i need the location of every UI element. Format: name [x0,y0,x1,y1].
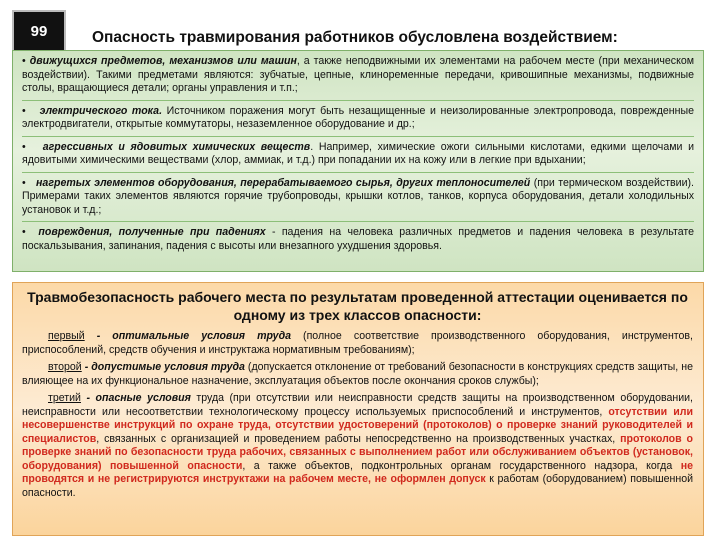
class-second [22,361,693,388]
classes-heading: Травмобезопасность рабочего места по результатам проведенной аттестации оценивается по одному из трех классов опасности: [27,289,688,323]
bullet: • [22,140,26,153]
class-emphasis: не проводятся и не регистрируются инструктажи на рабочем месте, не оформлен допуск [22,459,693,485]
class-name: первый [48,330,85,342]
class-lead: - допустимые условия труда [81,361,245,373]
hazards-panel [12,50,704,272]
class-text: (полное соответствие производственного оборудования, инструментов, приспособлений, средств обучения и инструктажа нормативным требованиям); [22,330,693,356]
hazard-lead: агрессивных и ядовитых химических веществ [42,140,311,153]
hazard-classes-panel [12,282,704,536]
slide-title: Опасность травмирования работников обусловлена воздействием: [92,29,618,46]
slide-number: 99 [12,10,66,54]
bullet: • [22,176,26,189]
hazard-lead: движущихся предметов, механизмов или машин [29,55,297,67]
class-text: к работам (оборудованием) повышенной опасности. [22,473,693,499]
class-text: , а также объектов, подконтрольных органам государственного надзора, когда [242,459,681,472]
class-text: труда (при отсутствии или неисправности средств защиты на производственном оборудовании, неисправности или несоответствии технологическому процессу используемых приспособлений и инструментов, [22,392,694,418]
hazard-item [22,55,694,96]
hazard-lead: электрического тока. [39,104,163,117]
divider [22,221,694,222]
hazard-lead: нагретых элементов оборудования, перерабатываемого сырья, других теплоносителей [36,176,531,189]
hazard-item [22,226,694,253]
class-name: второй [48,361,82,373]
class-emphasis: протоколов о проверке знаний по безопасности труда рабочих, связанных с выполнением работ или обслуживанием объектов (установок, оборудования) повышенной опасности [22,432,693,472]
hazard-text: Источником поражения могут быть незащищенные и неизолированные электропровода, поврежденные электродвигатели, открытые коммутаторы, незаземленное оборудование и др.; [22,104,694,130]
class-lead: - опасные условия [80,392,191,404]
hazard-item [22,141,694,168]
class-name: третий [48,392,81,404]
class-lead: - оптимальные условия труда [84,330,292,342]
hazard-text: (при термическом воздействии). Примерами таких элементов являются горячие трубопроводы, крышки котлов, танков, корпуса оборудования, детали холодильных установок и т.д.; [22,176,694,216]
divider [22,172,694,173]
hazard-text: . Например, химические ожоги сильными кислотами, едкими щелочами и ядовитыми химическими веществами (хлор, аммиак, и т.д.) при попадании их на кожу или в легкие при вдыхании; [22,140,694,166]
hazard-text: , а также неподвижными их элементами на рабочем месте (при механическом воздействии). Такими предметами являются: зубчатые, цепные, клиноременные передачи, кривошипные механизмы, подвижные столы, вращающиеся детали; органы управления и т.п.; [22,55,695,94]
class-first [22,330,693,357]
divider [22,100,694,101]
hazard-lead: повреждения, полученные при падениях [38,226,266,238]
bullet: • [22,55,26,67]
class-third [22,392,693,500]
bullet: • [22,104,26,117]
class-text: , связанных с организацией и проведением работы непосредственно на производственных участках, [96,432,621,445]
class-emphasis: отсутствии или несовершенстве инструкций по охране труда, отсутствии удостоверений (протоколов) о проверке знаний руководителей и специалистов [22,405,693,445]
hazard-item [22,177,694,218]
hazard-text: - падения на человека различных предметов и падения человека в результате поскальзывания, запинания, падения с высоты или внезапного ухудшения здоровья. [22,226,694,252]
hazard-item [22,105,694,132]
bullet: • [22,226,26,238]
class-text: (допускается отклонение от требований безопасности в конструкциях средств защиты, не влияющее на их функциональное назначение, эксплуатация объектов после окончания сроков службы); [22,361,693,387]
divider [22,136,694,137]
